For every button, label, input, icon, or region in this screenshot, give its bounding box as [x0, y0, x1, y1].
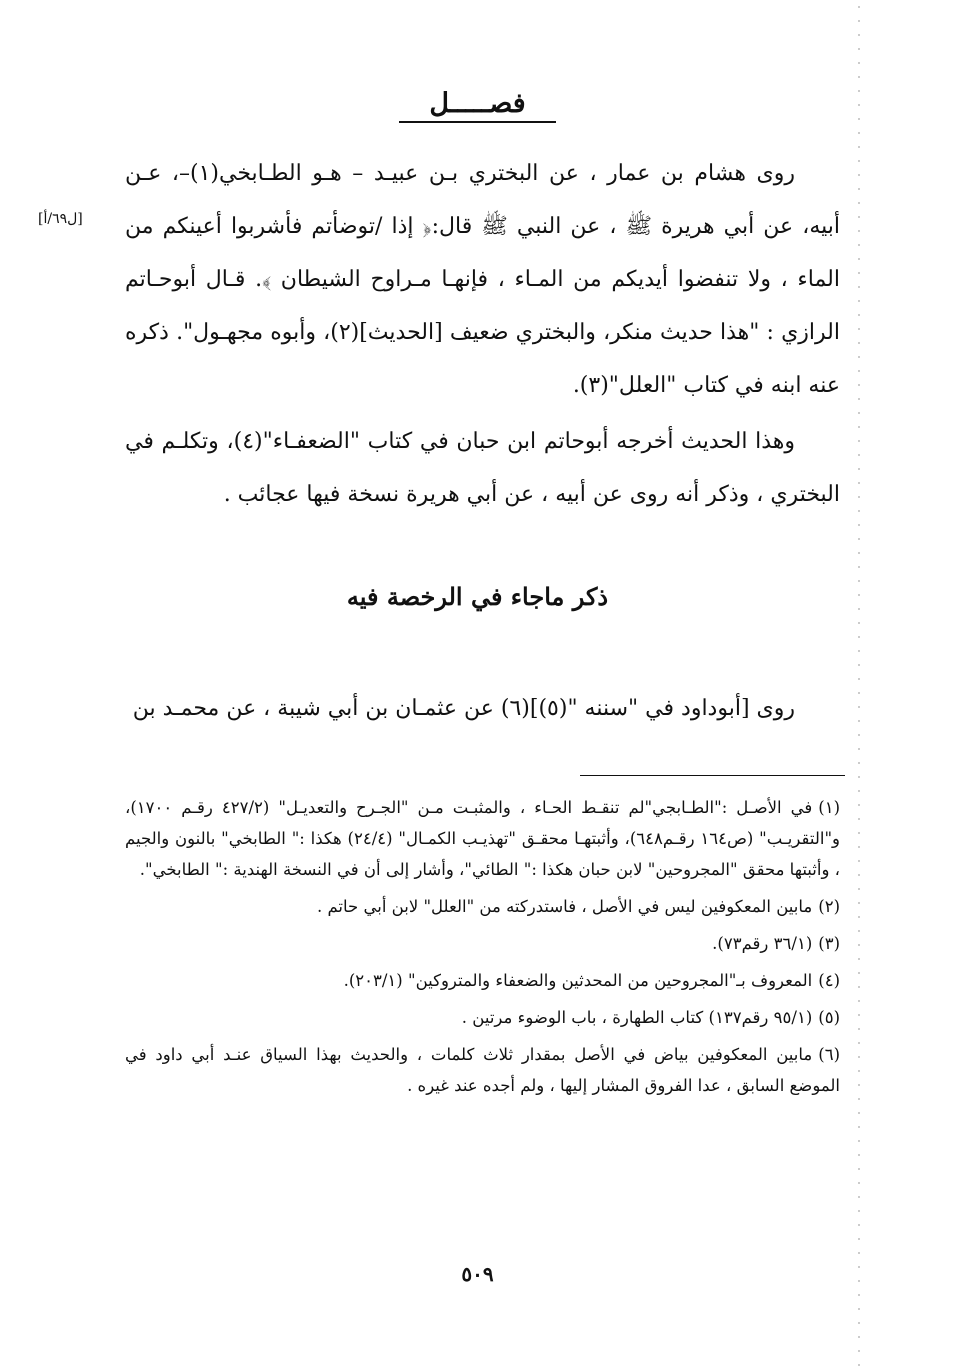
- footnote-number: (٢): [818, 897, 840, 916]
- footnote-text: (٩٥/١ رقم١٣٧) كتاب الطهارة ، باب الوضوء مرتين .: [461, 1008, 813, 1027]
- footnote-number: (٣): [818, 934, 840, 953]
- footnote-text: مابين المعكوفين ليس في الأصل ، فاستدركته من "العلل" لابن أبي حاتم .: [316, 897, 813, 916]
- scan-edge-dots: [858, 0, 860, 1372]
- footnote-number: (١): [818, 798, 840, 817]
- paragraph-2: وهذا الحديث أخرجه أبوحاتم ابن حبان في كتاب "الضعفـاء"(٤)، وتكلـم في البختري ، وذكر أنه روى عن أبيه ، عن أبي هريرة نسخة فيها عجائب .: [125, 429, 840, 507]
- footnote-2: [125, 891, 840, 922]
- footnote-6: [125, 1039, 840, 1101]
- footnote-number: (٥): [818, 1008, 840, 1027]
- footnote-4: [125, 965, 840, 996]
- footnote-3: [125, 928, 840, 959]
- footnote-text: المعروف بـ"المجروحين من المحدثين والضعفاء والمتروكين" (٢٠٣/١).: [343, 971, 813, 990]
- footnote-number: (٤): [818, 971, 840, 990]
- paragraph-3: روى [أبوداود في "سننه "(٥)](٦) عن عثمـان بن أبي شيبة ، عن محمـد بن: [132, 696, 795, 721]
- section-heading: ذكر ماجاء في الرخصة فيه: [346, 582, 609, 611]
- footnote-number: (٦): [818, 1045, 840, 1064]
- chapter-heading-text: فصـــــل: [399, 88, 555, 123]
- main-text-block: [125, 147, 840, 521]
- footnote-text: مابين المعكوفين بياض في الأصل بمقدار ثلاث كلمات ، والحديث بهذا السياق عنـد أبي داود في الموضع السابق ، عدا الفروق المشار إليها ، ولم أجده عند غيره .: [125, 1045, 840, 1095]
- footnote-text: (٣٦/١ رقم٧٣).: [712, 934, 813, 953]
- chapter-heading: [0, 88, 955, 119]
- footnote-5: [125, 1002, 840, 1033]
- footnotes: [125, 792, 840, 1107]
- footnote-1: [125, 792, 840, 885]
- paragraph-1: روى هشام بن عمار ، عن البختري بـن عبيـد – هـو الطـابخي(١)–، عـن أبيه، عن أبي هريرة ﷺ ، عن النبي ﷺ قال:﴿ إذا /توضأتم فأشربوا أعينكم من الماء ، ولا تنفضوا أيديكم من المـاء ، فإنهـا مـراوح الشيطان ﴾. قـال أبوحـاتم الرازي : "هذا حديث منكر، والبختري ضعيف [الحديث](٢)، وأبوه مجهـول". ذكره عنه ابنه في كتاب "العلل"(٣).: [125, 161, 840, 398]
- manuscript-folio-note: [ل٦٩/أ]: [38, 211, 83, 227]
- page-number: ٥٠٩: [461, 1262, 494, 1286]
- footnote-separator: [580, 775, 845, 776]
- footnote-text: في الأصـل :"الطـابجي"لم تنقـط الحـاء ، والمثبـت مـن "الجـرح والتعديـل" (٤٢٧/٢ رقـم ١٧٠٠)، و"التقريـب" (ص١٦٤ رقـم٦٤٨)، وأثبتهـا محقـق "تهذيـب الكمـال" (٢٤/٤) هكذا :" الطابخي" بالنون والجيم ، وأثبتها محقق "المجروحين" لابن حبان هكذا :" الطائي"، وأشار إلى أن في النسخة الهندية :" الطابخي".: [125, 798, 840, 879]
